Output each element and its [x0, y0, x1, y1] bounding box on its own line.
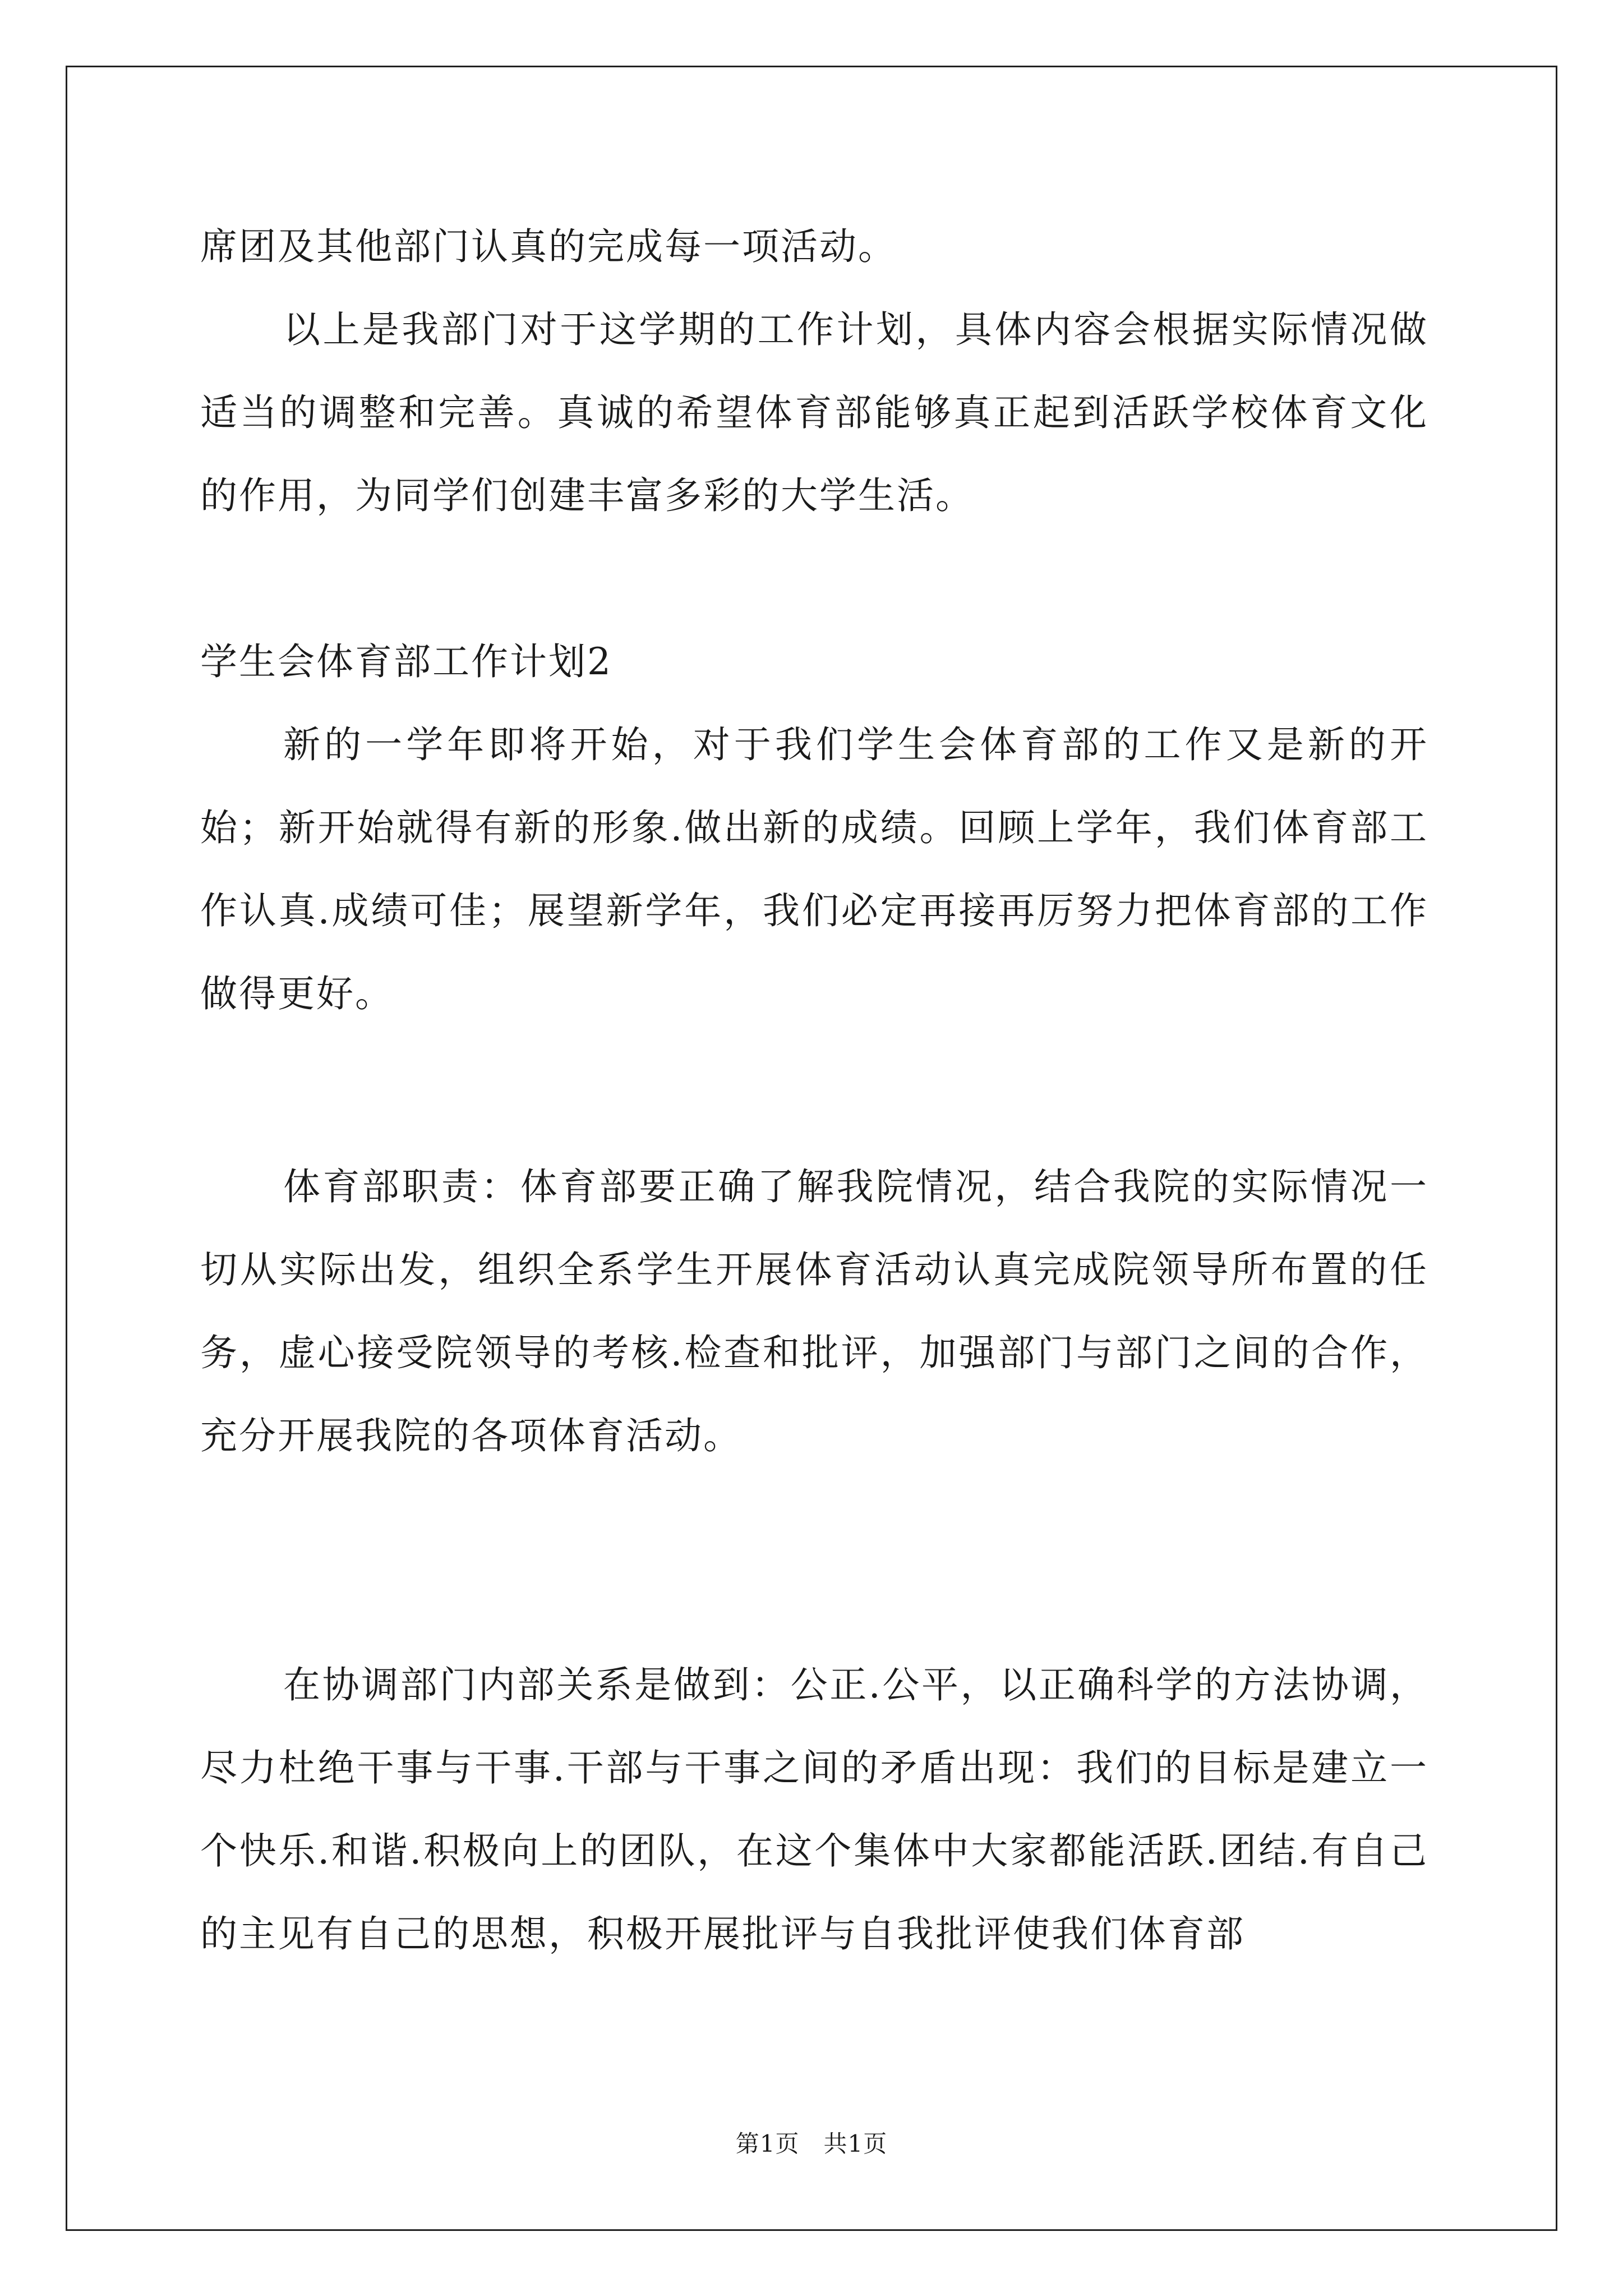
paragraph-coordination: 在协调部门内部关系是做到：公正.公平，以正确科学的方法协调，尽力杜绝干事与干事.干部与干事之间的矛盾出现：我们的目标是建立一个快乐.和谐.积极向上的团队，在这个集体中大家都能活跃.团结.有自己的主见有自己的思想，积极开展批评与自我批评使我们体育部	[200, 1663, 1428, 1955]
paragraph-continuation: 席团及其他部门认真的完成每一项活动。	[200, 225, 897, 268]
paragraph-duties: 体育部职责：体育部要正确了解我院情况，结合我院的实际情况一切从实际出发，组织全系学生开展体育活动认真完成院领导所布置的任务，虚心接受院领导的考核.检查和批评，加强部门与部门之间的合作，充分开展我院的各项体育活动。	[200, 1165, 1428, 1457]
section-heading: 学生会体育部工作计划2	[200, 640, 612, 683]
paragraph-new-year: 新的一学年即将开始，对于我们学生会体育部的工作又是新的开始；新开始就得有新的形象.做出新的成绩。回顾上学年，我们体育部工作认真.成绩可佳；展望新学年，我们必定再接再厉努力把体育部的工作做得更好。	[200, 723, 1428, 1015]
page-number-footer: 第1页 共1页	[735, 2130, 888, 2157]
paragraph-plan-summary: 以上是我部门对于这学期的工作计划，具体内容会根据实际情况做适当的调整和完善。真诚的希望体育部能够真正起到活跃学校体育文化的作用，为同学们创建丰富多彩的大学生活。	[200, 308, 1428, 517]
